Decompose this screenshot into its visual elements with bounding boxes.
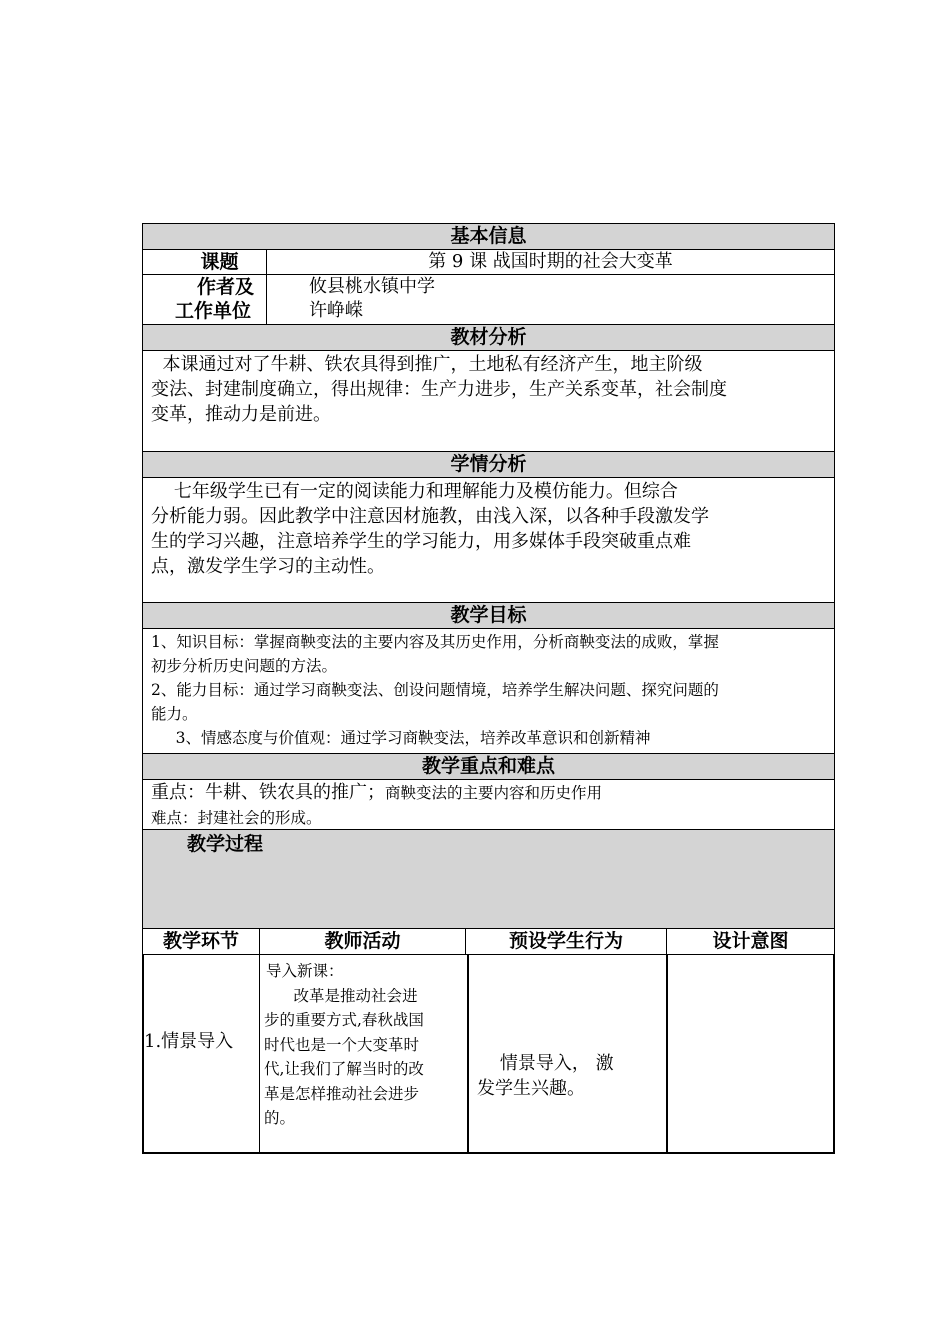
key-points-header-text: 教学重点和难点: [421, 755, 555, 777]
author-value-cell: [266, 274, 835, 325]
col-header-student: [465, 928, 667, 955]
author-label-line-1: 作者及: [196, 276, 254, 298]
process-row-stage: [142, 954, 260, 1154]
process-row-intent: [667, 954, 835, 1154]
col-header-stage-text: 教学环节: [162, 930, 239, 952]
teaching-goal-line: 2、能力目标：通过学习商鞅变法、创设问题情境，培养学生解决问题、探究问题的: [151, 681, 719, 699]
teacher-activity-line: 改革是推动社会进: [264, 986, 418, 1005]
topic-value-cell: [266, 249, 835, 275]
teacher-activity-line: 的。: [264, 1109, 296, 1127]
col-header-intent-text: 设计意图: [712, 930, 789, 952]
student-analysis-line: 七年级学生已有一定的阅读能力和理解能力及模仿能力。但综合: [151, 481, 678, 502]
teacher-activity-line: 代,让我们了解当时的改: [264, 1060, 424, 1078]
student-analysis-header: [142, 451, 835, 478]
student-analysis-line: 点，激发学生学习的主动性。: [151, 556, 385, 577]
student-analysis-line: 分析能力弱。因此教学中注意因材施教，由浅入深，以各种手段激发学: [151, 506, 709, 527]
material-analysis-header-text: 教材分析: [450, 326, 527, 348]
basic-info-header: [142, 223, 835, 250]
col-header-teacher-text: 教师活动: [324, 930, 401, 952]
teacher-activity-line: 导入新课：: [266, 962, 344, 980]
teaching-goals-header-text: 教学目标: [450, 604, 527, 626]
difficult-point-line: 难点：封建社会的形成。: [151, 809, 322, 827]
key-points-header: [142, 753, 835, 780]
material-analysis-header: [142, 324, 835, 351]
teacher-activity-line: 时代也是一个大变革时: [264, 1035, 420, 1054]
teacher-activity-line: 革是怎样推动社会进步: [264, 1084, 420, 1103]
student-behavior-line: 情景导入， 激: [477, 1053, 614, 1074]
process-header-cell: [142, 829, 835, 929]
topic-label-cell: [142, 249, 267, 275]
student-analysis-header-text: 学情分析: [450, 453, 527, 475]
basic-info-header-text: 基本信息: [450, 225, 527, 247]
teaching-goals-cell: [142, 628, 835, 754]
key-points-cell: [142, 779, 835, 830]
process-header: 教学过程: [187, 833, 264, 855]
process-row-student: [468, 954, 668, 1154]
key-point-prefix: 重点：牛耕、铁农具的推广；: [151, 782, 385, 803]
col-header-student-text: 预设学生行为: [508, 930, 623, 952]
material-analysis-cell: [142, 350, 835, 452]
author-label-cell: [142, 274, 267, 325]
author-name: 许峥嵘: [309, 300, 363, 321]
topic-label: 课题: [200, 251, 239, 273]
author-label-line-2: 工作单位: [174, 300, 251, 322]
material-analysis-line: 本课通过对了牛耕、铁农具得到推广，土地私有经济产生，地主阶级: [151, 354, 703, 375]
col-header-intent: [666, 928, 835, 955]
teaching-goal-line: 3、情感态度与价值观：通过学习商鞅变法，培养改革意识和创新精神: [151, 729, 651, 747]
teaching-goal-line: 1、知识目标：掌握商鞅变法的主要内容及其历史作用，分析商鞅变法的成败，掌握: [151, 633, 719, 651]
stage-label: 1.情景导入: [144, 1031, 234, 1052]
key-point-line: [151, 780, 828, 806]
col-header-teacher: [259, 928, 466, 955]
key-point-rest: 商鞅变法的主要内容和历史作用: [385, 784, 603, 802]
process-row-teacher: [259, 954, 469, 1154]
material-analysis-line: 变革，推动力是前进。: [151, 404, 331, 425]
topic-value: 第 9 课 战国时期的社会大变革: [428, 251, 673, 272]
teaching-goal-line: 初步分析历史问题的方法。: [151, 657, 338, 675]
material-analysis-line: 变法、封建制度确立，得出规律：生产力进步，生产关系变革，社会制度: [151, 379, 727, 400]
teaching-goal-line: 能力。: [151, 705, 198, 723]
teaching-goals-header: [142, 602, 835, 629]
teacher-activity-line: 步的重要方式,春秋战国: [264, 1011, 424, 1029]
student-analysis-line: 生的学习兴趣，注意培养学生的学习能力，用多媒体手段突破重点难: [151, 531, 691, 552]
col-header-stage: [142, 928, 260, 955]
student-analysis-cell: [142, 477, 835, 603]
student-behavior-line: 发学生兴趣。: [477, 1078, 585, 1099]
school-name: 攸县桃水镇中学: [309, 276, 435, 297]
